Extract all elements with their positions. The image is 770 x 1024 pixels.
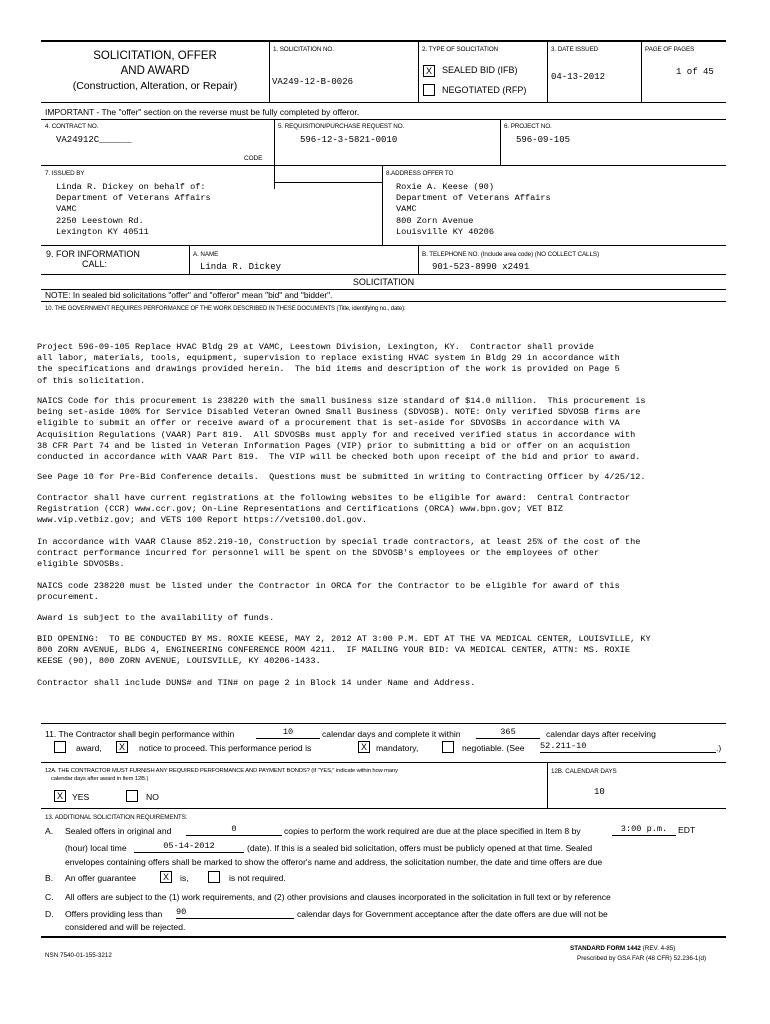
item11-close: .) <box>716 743 722 753</box>
sealed-bid-checkbox[interactable]: X <box>423 65 435 77</box>
mandatory-label: mandatory, <box>376 743 419 753</box>
telephone-value: 901-523-8990 x2491 <box>432 262 530 272</box>
item13-d-text1: Offers providing less than <box>65 909 163 919</box>
form-title <box>44 49 266 94</box>
see-clause-value: 52.211-10 <box>540 741 587 751</box>
item13-d-letter: D. <box>45 909 54 919</box>
acceptance-days-field[interactable] <box>176 908 294 919</box>
form-title-line2: AND AWARD <box>120 65 190 77</box>
bonds-no-label: NO <box>146 792 159 802</box>
item13-label: 13. ADDITIONAL SOLICITATION REQUIREMENTS: <box>45 814 188 821</box>
prescribed-by: Prescribed by GSA FAR (48 CFR) 52.236-1(d) <box>577 955 707 962</box>
item13-a-text1: Sealed offers in original and <box>65 826 172 836</box>
form-revision: (REV. 4-85) <box>642 945 676 952</box>
item13-d-text2: calendar days for Government acceptance after the date offers are due will not be <box>297 909 608 919</box>
award-label: award, <box>76 743 102 753</box>
divider <box>41 723 726 724</box>
negotiated-label: NEGOTIATED (RFP) <box>442 85 527 95</box>
item13-a-text2: copies to perform the work required are due at the place specified in Item 8 by <box>284 826 581 836</box>
divider <box>41 808 726 809</box>
divider <box>418 246 419 274</box>
contact-name-label: A. NAME <box>193 251 219 258</box>
negotiable-checkbox[interactable] <box>442 741 454 753</box>
divider <box>189 246 190 274</box>
divider <box>41 245 726 246</box>
divider <box>274 120 275 189</box>
address-offer-line: VAMC <box>396 204 417 215</box>
info-call-label-line2: CALL: <box>82 259 108 269</box>
divider <box>269 41 270 102</box>
divider <box>41 762 726 763</box>
notice-label: notice to proceed. This performance period is <box>139 743 312 753</box>
negotiable-label: negotiable. (See <box>462 743 525 753</box>
item13-a-line2-prefix: (hour) local time <box>65 843 127 853</box>
item13-edt: EDT <box>678 825 696 835</box>
copies-field[interactable]: 0 <box>186 825 282 836</box>
divider <box>641 41 642 102</box>
address-offer-line: 800 Zorn Avenue <box>396 215 474 226</box>
acceptance-days-value: 90 <box>176 907 187 917</box>
item13-a-letter: A. <box>45 826 54 836</box>
project-no-value: 596-09-105 <box>516 135 571 145</box>
issued-by-line: Linda R. Dickey on behalf of: <box>56 182 206 192</box>
paragraph: Award is subject to the availability of funds. <box>37 613 275 623</box>
paragraph: NAICS Code for this procurement is 238220 with the small business size standard of $14.0 million. This procurement is being set-aside 100% for Service Disabled Veteran Owned Small Business (SDVOSB). NOTE: Only verified SDVOSB firms are eligible to submit an offer or receive award of a procurement that is set-aside for SDVOSBs in accordance with VA Acquisition Regulations (VAAR) Part 819. All SDVOSBs must apply for and received verified status in accordance with 38 CFR Part 74 and be listed in Veteran Information Pages (VIP) prior to submitting a bid or offer on an acquistion conducted in accordance with VAAR Part 819. The VIP will be checked both upon receipt of the bid and prior to award. <box>37 396 646 463</box>
date-issued-value: 04-13-2012 <box>551 72 606 82</box>
divider <box>41 102 726 103</box>
calendar-days-value: 10 <box>594 787 605 797</box>
paragraph: Project 596-09-105 Replace HVAC Bldg 29 at VAMC, Leestown Division, Lexington, KY. Contractor shall provide all labor, materials, tools, equipment, supervision to replace existing HVAC system in Bldg 29 in accordance with the specifications and drawings provided herein. The bid items and description of the work is provided on Page 5 of this solicitation. <box>37 342 620 386</box>
item13-c-letter: C. <box>45 892 54 902</box>
divider <box>500 120 501 165</box>
code-label: CODE <box>244 155 263 162</box>
solicitation-no-value: VA249-12-B-0026 <box>272 77 354 87</box>
address-offer-address <box>396 182 551 238</box>
form-title-line3: (Construction, Alteration, or Repair) <box>72 80 238 92</box>
see-clause-field[interactable] <box>540 742 716 753</box>
issued-by-line: VAMC <box>56 204 77 215</box>
address-offer-line: Louisville KY 40206 <box>396 226 494 237</box>
due-date-field[interactable]: 05-14-2012 <box>134 842 244 853</box>
begin-days-field[interactable]: 10 <box>256 728 320 739</box>
divider <box>418 41 419 102</box>
divider <box>41 119 726 120</box>
item11-suffix: calendar days after receiving <box>546 729 656 739</box>
paragraph: Contractor shall have current registrations at the following websites to be eligible for award: Central Contractor Registration (CCR) www.ccr.gov; On-Line Representations and Certifications (ORCA) www.bpn.gov; VET BIZ www.vip.vetbiz.gov; and VETS 100 Report https://vets100.dol.gov. <box>37 493 631 526</box>
page-of-pages-value: 1 of 45 <box>676 67 714 77</box>
form-name-line <box>570 945 675 952</box>
item13-d-line2: considered and will be rejected. <box>65 922 186 932</box>
bonds-yes-checkbox[interactable]: X <box>54 790 66 802</box>
address-offer-line: Roxie A. Keese (90) <box>396 182 494 192</box>
contact-name-value: Linda R. Dickey <box>200 262 282 272</box>
important-note: IMPORTANT - The "offer" section on the reverse must be fully completed by offeror. <box>45 107 360 117</box>
bonds-yes-label: YES <box>72 792 90 802</box>
mandatory-checkbox[interactable]: X <box>358 741 370 753</box>
item13-b-text: An offer guarantee <box>65 873 137 883</box>
form-name: STANDARD FORM 1442 <box>570 945 641 952</box>
issued-by-line: Department of Veterans Affairs <box>56 193 211 204</box>
sealed-bid-label: SEALED BID (IFB) <box>442 65 518 75</box>
form-title-line1: SOLICITATION, OFFER <box>93 50 217 62</box>
negotiated-checkbox[interactable] <box>423 84 435 96</box>
address-offer-line: Department of Veterans Affairs <box>396 193 551 204</box>
nsn-number: NSN 7540-01-155-3212 <box>45 952 112 959</box>
divider <box>547 41 548 102</box>
due-time-field[interactable]: 3:00 p.m. <box>612 825 676 836</box>
date-issued-label: 3. DATE ISSUED <box>551 46 599 53</box>
contract-no-value: VA24912C______ <box>56 135 132 145</box>
requisition-no-value: 596-12-3-5821-0010 <box>300 135 398 145</box>
form-top-border <box>41 40 726 42</box>
divider <box>382 166 383 245</box>
issued-by-label: 7. ISSUED BY <box>45 170 85 177</box>
bonds-no-checkbox[interactable] <box>126 790 138 802</box>
item13-a-line3: envelopes containing offers shall be marked to show the offeror's name and address, the solicitation number, the date and time offers are due <box>65 857 603 867</box>
page-of-pages-label: PAGE OF PAGES <box>645 46 695 53</box>
complete-days-field[interactable]: 365 <box>476 728 540 739</box>
telephone-label: B. TELEPHONE NO. (Include area code) (NO COLLECT CALLS) <box>422 251 599 258</box>
paragraph: In accordance with VAAR Clause 852.219-10, Construction by special trade contractors, at least 25% of the cost of the contract performance incurred for personnel will be spent on the SDVOSB's employees or the employees of other eligible SDVOSBs. <box>37 537 641 570</box>
award-checkbox[interactable] <box>54 741 66 753</box>
item10-label: 10. THE GOVERNMENT REQUIRES PERFORMANCE OF THE WORK DESCRIBED IN THESE DOCUMENTS (Title, identifying no., date): <box>45 306 406 312</box>
item13-b-not: is not required. <box>229 873 286 883</box>
solicitation-type-label: 2. TYPE OF SOLICITATION <box>422 46 499 53</box>
issued-by-address <box>56 182 211 238</box>
contract-no-label: 4. CONTRACT NO. <box>45 123 99 130</box>
divider <box>41 274 726 275</box>
item13-b-is: is, <box>180 873 189 883</box>
item13-a-line2-suffix: (date). If this is a sealed bid solicitation, offers must be publicly opened at that time. Sealed <box>247 843 593 853</box>
paragraph: Contractor shall include DUNS# and TIN# on page 2 in Block 14 under Name and Address. <box>37 678 476 688</box>
guarantee-is-checkbox[interactable]: X <box>160 871 172 883</box>
form-bottom-border <box>41 936 726 938</box>
requisition-no-label: 5. REQUISITION/PURCHASE REQUEST NO. <box>278 123 405 130</box>
note-line: NOTE: In sealed bid solicitations "offer" and "offeror" mean "bid" and "bidder". <box>45 290 333 300</box>
solicitation-heading: SOLICITATION <box>352 277 415 287</box>
divider <box>547 763 548 808</box>
paragraph: BID OPENING: TO BE CONDUCTED BY MS. ROXIE KEESE, MAY 2, 2012 AT 3:00 P.M. EDT AT THE VA MEDICAL CENTER, LOUISVILLE, KY 800 ZORN AVENUE, BLDG 4, ENGINEERING CONFERENCE ROOM 4211. IF MAILING YOUR BID: VA MEDICAL CENTER, ATTN: MS. ROXIE KEESE (90), 800 ZORN AVENUE, LOUISVILLE, KY 40206-1433. <box>37 634 651 667</box>
item12b-label: 12B. CALENDAR DAYS <box>551 768 617 775</box>
divider <box>41 301 726 302</box>
item11-prefix: 11. The Contractor shall begin performance within <box>45 729 235 739</box>
item11-mid: calendar days and complete it within <box>322 729 461 739</box>
divider <box>41 165 726 166</box>
item12a-label-line1: 12A. THE CONTRACTOR MUST FURNISH ANY REQUIRED PERFORMANCE AND PAYMENT BONDS? (If "YES," indicate within how many <box>45 768 398 774</box>
item13-b-letter: B. <box>45 873 54 883</box>
paragraph: NAICS code 238220 must be listed under the Contractor in ORCA for the Contractor to be eligible for award of this procurement. <box>37 581 620 603</box>
address-offer-label: 8.ADDRESS OFFER TO <box>386 170 454 177</box>
divider <box>274 182 382 183</box>
item13-c-text: All offers are subject to the (1) work requirements, and (2) other provisions and clauses incorporated in the solicitation in full text or by reference <box>65 892 611 902</box>
item12a-label-line2: calendar days after award in Item 12B.) <box>51 776 149 782</box>
notice-to-proceed-checkbox[interactable]: X <box>116 741 128 753</box>
issued-by-line: Lexington KY 40511 <box>56 226 149 237</box>
project-no-label: 6. PROJECT NO. <box>504 123 552 130</box>
info-call-label-line1: 9. FOR INFORMATION <box>46 249 140 259</box>
guarantee-not-checkbox[interactable] <box>208 871 220 883</box>
paragraph: See Page 10 for Pre-Bid Conference details. Questions must be submitted in writing to Contracting Officer by 4/25/12. <box>37 472 646 482</box>
issued-by-line: 2250 Leestown Rd. <box>56 215 144 226</box>
solicitation-no-label: 1. SOLICITATION NO. <box>273 46 334 53</box>
